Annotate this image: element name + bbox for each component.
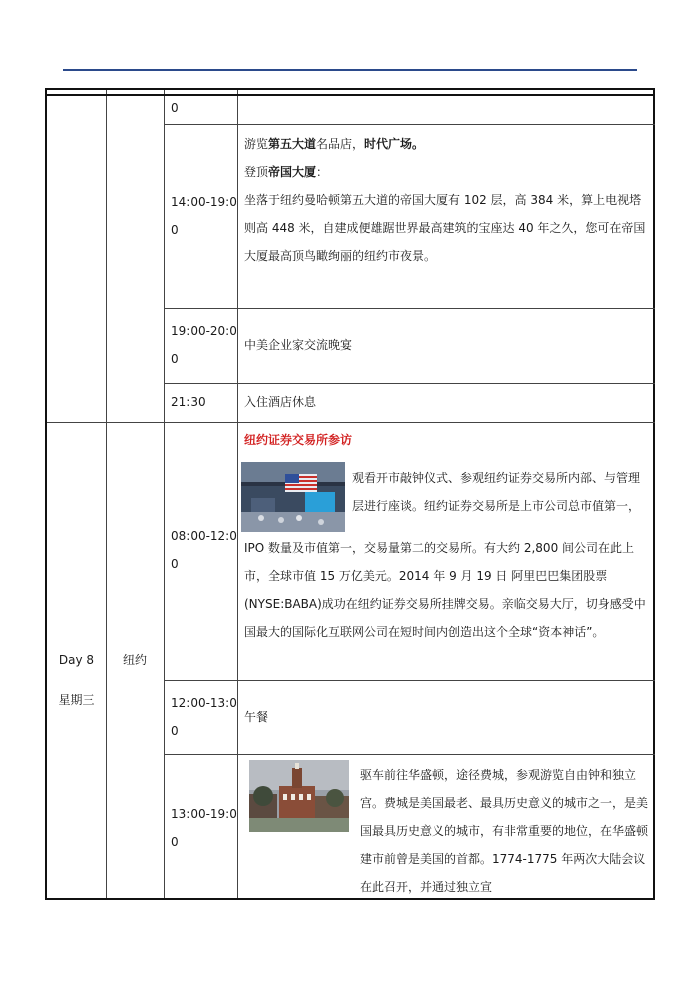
philadelphia-text: 驱车前往华盛顿，途径费城，参观游览自由钟和独立宫。费城是美国最老、最具历史意义的城市之一，是美国最具历史意义的城市，有非常重要的地位，在华盛顿建市前曾是美国的首都。1774-1775 年两次大陆会议在此召开，并通过独立宣 bbox=[360, 768, 649, 894]
table-top-rule bbox=[47, 94, 655, 96]
row-divider bbox=[164, 680, 655, 681]
itinerary-table bbox=[45, 88, 655, 900]
nyse-visit-title: 纽约证券交易所参访 bbox=[244, 433, 353, 447]
row-divider bbox=[164, 308, 655, 309]
row-divider bbox=[47, 422, 655, 423]
col-divider-3 bbox=[237, 90, 238, 898]
independence-hall-photo bbox=[249, 760, 349, 832]
city-label: 纽约 bbox=[122, 653, 147, 667]
time-cell: 0 bbox=[171, 101, 179, 115]
activity-cell: 游览第五大道名品店，时代广场。 登顶帝国大厦： 坐落于纽约曼哈顿第五大道的帝国大厦有 102 层，高 384 米，算上电视塔则高 448 米，自建成便雄踞世界最高建筑的宝座达 40 年之久，您可在帝国大厦最高顶鸟瞰绚丽的纽约市夜景。 bbox=[244, 130, 652, 270]
time-cell: 12:00-13:0 0 bbox=[171, 696, 237, 738]
row-divider bbox=[164, 124, 655, 125]
row-divider bbox=[164, 383, 655, 384]
activity-cell: 入住酒店休息 bbox=[244, 395, 317, 409]
day-label: Day 8 bbox=[58, 653, 95, 667]
empire-state-description: 坐落于纽约曼哈顿第五大道的帝国大厦有 102 层，高 384 米，算上电视塔则高 448 米，自建成便雄踞世界最高建筑的宝座达 40 年之久，您可在帝国大厦最高顶鸟瞰绚丽的纽约市夜景。 bbox=[244, 193, 646, 263]
time-cell: 08:00-12:0 0 bbox=[171, 529, 237, 571]
time-cell: 19:00-20:0 0 bbox=[171, 324, 237, 366]
time-cell: 13:00-19:0 0 bbox=[171, 807, 237, 849]
col-divider-2 bbox=[164, 90, 165, 898]
time-cell: 21:30 bbox=[171, 395, 206, 409]
activity-cell: 中美企业家交流晚宴 bbox=[244, 338, 353, 352]
time-cell: 14:00-19:0 0 bbox=[171, 195, 237, 237]
nyse-text-body: IPO 数量及市值第一，交易量第二的交易所。有大约 2,800 间公司在此上市，全球市值 15 万亿美元。2014 年 9 月 19 日 阿里巴巴集团股票(NYSE:BABA)成功在纽约证券交易所挂牌交易。亲临交易大厅，切身感受中国最大的国际化互联网公司在短时间内创造出这个全球“资本神话”。 bbox=[244, 541, 646, 639]
nyse-trading-floor-photo bbox=[241, 462, 345, 532]
activity-cell bbox=[244, 426, 652, 454]
col-divider-1 bbox=[106, 90, 107, 898]
weekday-label: 星期三 bbox=[58, 693, 95, 707]
row-divider bbox=[164, 754, 655, 755]
header-rule bbox=[63, 69, 637, 71]
nyse-text-wrap: 观看开市敲钟仪式、参观纽约证券交易所内部、与管理 层进行座谈。纽约证券交易所是上市公司总市值第一， bbox=[352, 471, 641, 513]
activity-cell: 午餐 bbox=[244, 710, 269, 724]
